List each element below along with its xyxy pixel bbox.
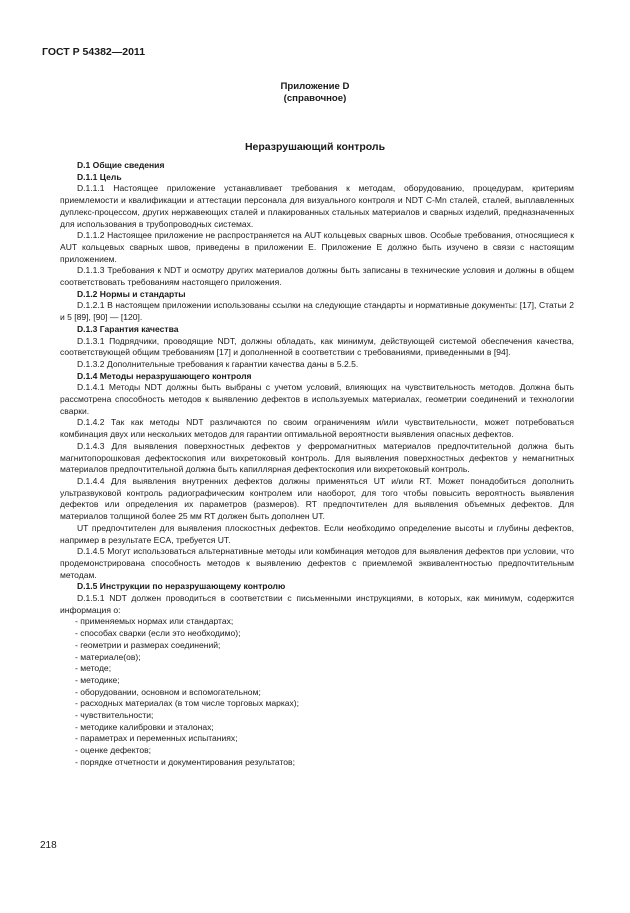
paragraph: D.1.1.2 Настоящее приложение не распространяется на AUT кольцевых сварных швов. Особые требования, относящиеся к AUT кольцевых сварных швов, приведены в приложении E. Приложение E должно быть изучено в связи с настоящим приложением. xyxy=(60,230,574,264)
paragraph: D.1.4.2 Так как методы NDT различаются по своим ограничениям и/или чувствительности, может потребоваться комбинация двух или нескольких методов для гарантии оптимальной вероятности выявления опасных дефектов. xyxy=(60,417,574,440)
annex-heading xyxy=(250,81,380,105)
list-item: - расходных материалах (в том числе торговых марках); xyxy=(75,698,300,709)
paragraph: D.1.4.4 Для выявления внутренних дефектов должны применяться UT и/или RT. Может понадобиться дополнить ультразвуковой контроль радиографическим контролем или наоборот, для того чтобы повысить вероятность выявления дефектов или определения их параметров (размеров). RT предпочтителен для выявления объемных дефектов. Для материалов толщиной более 25 мм RT должен быть дополнен UT. xyxy=(60,475,574,522)
list-item: - методе; xyxy=(75,663,112,674)
list-item: - способах сварки (если это необходимо); xyxy=(75,628,241,639)
list-item: - методике; xyxy=(75,674,120,685)
section-heading: D.1 Общие сведения xyxy=(77,160,165,170)
paragraph: D.1.5.1 NDT должен проводиться в соответствии с письменными инструкциями, в которых, как минимум, содержится информация о: xyxy=(60,593,574,615)
list-item: - методике калибровки и эталонах; xyxy=(75,721,214,732)
paragraph: D.1.4.1 Методы NDT должны быть выбраны с учетом условий, влияющих на чувствительность методов. Должна быть рассмотрена способность методов к выявлению дефектов в используемых материалах, геометрии соединений и технологии сварки. xyxy=(60,382,574,416)
list-item: - оборудовании, основном и вспомогательном; xyxy=(75,686,261,697)
annex-label: Приложение D xyxy=(280,81,350,92)
paragraph: D.1.3.1 Подрядчики, проводящие NDT, должны обладать, как минимум, действующей системой обеспечения качества, соответствующей общим требованиям [17] и дополненной в соответствии с требованиями, приведенными в [94]. xyxy=(60,335,574,358)
annex-title: Неразрушающий контроль xyxy=(244,141,386,153)
list-item: - материале(ов); xyxy=(75,651,141,662)
list-item: - чувствительности; xyxy=(75,710,154,721)
page-number: 218 xyxy=(40,840,57,851)
section-heading: D.1.3 Гарантия качества xyxy=(77,323,179,334)
section-heading: D.1.4 Методы неразрушающего контроля xyxy=(77,370,252,381)
paragraph: D.1.1.3 Требования к NDT и осмотру других материалов должны быть записаны в технические условия и должны в общем соответствовать требованиям настоящего приложения. xyxy=(60,265,574,288)
paragraph: D.1.2.1 В настоящем приложении использованы ссылки на следующие стандарты и нормативные документы: [17], Статьи 2 и 5 [89], [90] — [120]. xyxy=(60,300,574,323)
section-heading: D.1.2 Нормы и стандарты xyxy=(77,288,186,299)
list-item: - порядке отчетности и документирования результатов; xyxy=(75,756,295,767)
paragraph: D.1.4.3 Для выявления поверхностных дефектов у ферромагнитных материалов предпочтительной должна быть магнитопорошковая дефектоскопия или вихретоковый контроль. Для выявления поверхностных дефектов у немагнитных материалов предпочтительной должна быть капиллярная дефектоскопия или вихретоковый контроль. xyxy=(60,440,574,475)
list-item: - геометрии и размерах соединений; xyxy=(75,639,221,650)
list-item: - оценке дефектов; xyxy=(75,745,152,756)
annex-type: (справочное) xyxy=(283,93,347,104)
list-item: - применяемых нормах или стандартах; xyxy=(75,616,234,627)
paragraph: D.1.1.1 Настоящее приложение устанавливает требования к методам, оборудованию, процедурам, критериям приемлемости и квалификации и аттестации персонала для визуального контроля и NDT C-Mn сталей, сталей, выплавленных дуплекс-процессом, других нержавеющих сталей и плакированных стальных материалов и сварных изделий, предназначенных для использования в трубопроводных системах. xyxy=(60,183,574,229)
section-heading: D.1.1 Цель xyxy=(77,171,122,182)
paragraph: D.1.4.5 Могут использоваться альтернативные методы или комбинация методов для выявления дефектов при условии, что продемонстрирована способность методов к выявлению дефектов с приемлемой эквивалентностью предпочтительным методам. xyxy=(60,546,574,580)
paragraph: UT предпочтителен для выявления плоскостных дефектов. Если необходимо определение высоты и глубины дефектов, например в результате ECA, требуется UT. xyxy=(60,522,574,545)
list-item: - параметрах и переменных испытаниях; xyxy=(75,733,238,744)
paragraph: D.1.3.2 Дополнительные требования к гарантии качества даны в 5.2.5. xyxy=(77,358,359,369)
section-heading: D.1.5 Инструкции по неразрушающему контролю xyxy=(77,581,286,592)
standard-code-header: ГОСТ Р 54382—2011 xyxy=(42,46,146,58)
document-body xyxy=(60,160,574,769)
